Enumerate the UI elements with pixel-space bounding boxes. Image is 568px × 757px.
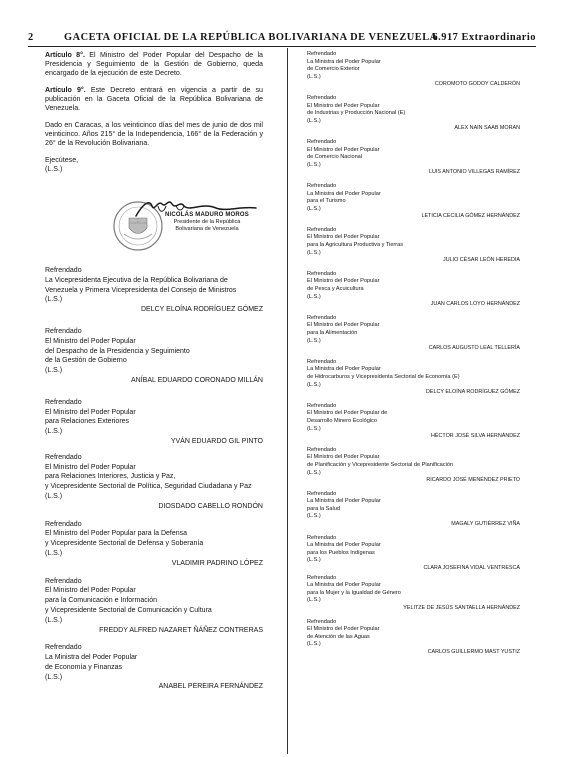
ministry-line: El Ministro del Poder Popular — [45, 408, 136, 416]
signer-name: COROMOTO GODOY CALDERÓN — [434, 81, 520, 88]
ministry-line: El Ministro del Poder Popular — [307, 102, 380, 109]
president-name: NICOLÁS MADURO MOROS — [165, 212, 249, 218]
issue-number: 6.917 Extraordinario — [432, 32, 536, 43]
refrendado-label: Refrendado — [307, 402, 337, 409]
ministry-line: y Vicepresidente Sectorial de Defensa y Soberanía — [45, 540, 204, 548]
ministry-line: El Ministro del Poder Popular — [307, 454, 380, 461]
refrendo-block — [307, 403, 520, 441]
signer-name: VLADIMIR PADRINO LÓPEZ — [171, 559, 263, 567]
signer-name: LUIS ANTONIO VILLEGAS RAMÍREZ — [429, 169, 520, 176]
refrendo-block — [307, 535, 520, 573]
ministry-line: para Relaciones Exteriores — [45, 418, 130, 426]
article-8 — [45, 51, 263, 78]
president-country: Bolivariana de Venezuela — [175, 226, 239, 232]
signer-name: LETICIA CECILIA GÓMEZ HERNÁNDEZ — [421, 213, 520, 220]
ministry-line: La Ministra del Poder Popular — [307, 582, 381, 589]
ministry-line: de Industrias y Producción Nacional (E) — [307, 110, 406, 117]
page-number: 2 — [28, 32, 34, 43]
ls-mark: (L.S.) — [307, 641, 321, 648]
ministry-line: El Ministro del Poder Popular — [307, 146, 380, 153]
ministry-line: La Ministra del Poder Popular — [307, 366, 381, 373]
signer-name: ALEX NAIN SAAB MORAN — [454, 125, 520, 132]
refrendo-block — [307, 227, 520, 265]
right-refrendos — [307, 51, 520, 657]
signer-name: CARLOS GUILLERMO MAST YUSTIZ — [427, 648, 520, 655]
dado-en-caracas: Dado en Caracas, a los veinticinco días del mes de junio de dos mil veinticinco. Años 215° de la Independencia, 166° de la Federación y 26° de la Revolución Bolivariana. — [45, 121, 263, 147]
ministry-line: para la Comunicación e Información — [45, 597, 158, 605]
ls-mark: (L.S.) — [307, 73, 321, 80]
ministry-line: El Ministro del Poder Popular — [307, 626, 380, 633]
ministry-line: La Ministra del Poder Popular — [307, 498, 381, 505]
ministry-line: para la Agricultura Productiva y Tierras — [307, 242, 404, 249]
ministry-line: para el Turismo — [307, 198, 346, 205]
ministry-line: de Comercio Exterior — [307, 66, 360, 73]
signer-name: JUAN CARLOS LOYO HERNÁNDEZ — [430, 301, 520, 308]
article-label: Artículo 9°. — [45, 86, 86, 94]
refrendo-block — [307, 183, 520, 221]
refrendo-block — [307, 491, 520, 529]
ls-mark: (L.S.) — [307, 337, 321, 344]
ls-mark: (L.S.) — [307, 381, 321, 388]
ls-mark: (L.S.) — [307, 425, 321, 432]
ministry-line: y Vicepresidente Sectorial de Política, Seguridad Ciudadana y Paz — [45, 483, 252, 491]
page-header — [28, 31, 536, 45]
ministry-line: Desarrollo Minero Ecológico — [307, 417, 377, 424]
ministry-line: El Ministro del Poder Popular — [307, 322, 380, 329]
ls-mark: (L.S.) — [307, 597, 321, 604]
ls-mark: (L.S.) — [45, 296, 63, 304]
refrendo-block — [45, 453, 263, 512]
refrendo-block — [307, 139, 520, 177]
refrendo-block — [45, 398, 263, 447]
refrendo-block — [307, 95, 520, 133]
refrendado-label: Refrendado — [307, 182, 337, 189]
signer-name: DELCY ELOÍNA RODRÍGUEZ GÓMEZ — [140, 306, 263, 314]
refrendado-label: Refrendado — [307, 534, 337, 541]
ls-mark: (L.S.) — [307, 249, 321, 256]
ministry-line: La Ministra del Poder Popular — [307, 542, 381, 549]
ls-mark: (L.S.) — [307, 469, 321, 476]
refrendado-label: Refrendado — [307, 94, 337, 101]
presidential-signature-block — [106, 192, 266, 260]
column-divider — [287, 48, 288, 754]
left-column — [45, 51, 263, 174]
refrendo-block — [45, 266, 263, 315]
refrendo-block — [45, 327, 263, 386]
ministry-line: de Hidrocarburos y Vicepresidenta Sectorial de Economía (E) — [307, 373, 460, 380]
ls-mark: (L.S.) — [307, 205, 321, 212]
refrendado-label: Refrendado — [307, 574, 337, 581]
refrendado-label: Refrendado — [307, 358, 337, 365]
signer-name: YELITZE DE JESÚS SANTAELLA HERNÁNDEZ — [403, 605, 520, 611]
ministry-line: El Ministro del Poder Popular — [45, 337, 136, 345]
signer-name: YVÁN EDUARDO GIL PINTO — [170, 437, 263, 445]
signer-name: DIOSDADO CABELLO RONDÓN — [158, 502, 263, 510]
ls-mark: (L.S.) — [45, 428, 63, 436]
ministry-line: de Pesca y Acuicultura — [307, 286, 364, 293]
ministry-line: La Ministra del Poder Popular — [307, 58, 381, 65]
ministry-line: de Comercio Nacional — [307, 154, 363, 161]
refrendado-label: Refrendado — [307, 138, 337, 145]
ministry-line: El Ministro del Poder Popular — [307, 234, 380, 241]
refrendado-label: Refrendado — [45, 577, 82, 585]
ministry-line: El Ministro del Poder Popular para la Defensa — [45, 530, 188, 538]
ministry-line: de Economía y Finanzas — [45, 663, 123, 671]
ministry-line: El Ministro del Poder Popular — [307, 278, 380, 285]
ls-mark: (L.S.) — [307, 557, 321, 564]
refrendo-block — [307, 315, 520, 353]
refrendado-label: Refrendado — [307, 490, 337, 497]
ministry-line: y Vicepresidente Sectorial de Comunicación y Cultura — [45, 606, 212, 614]
refrendado-label: Refrendado — [45, 520, 82, 528]
ls-mark: (L.S.) — [45, 492, 63, 500]
ministry-line: Venezuela y Primera Vicepresidenta del Consejo de Ministros — [45, 286, 237, 294]
signer-name: FREDDY ALFRED NAZARET ÑÁÑEZ CONTRERAS — [99, 626, 263, 634]
refrendado-label: Refrendado — [45, 644, 82, 652]
refrendado-label: Refrendado — [45, 453, 82, 461]
ls-mark: (L.S.) — [307, 293, 321, 300]
article-label: Artículo 8°. — [45, 51, 85, 59]
refrendado-label: Refrendado — [307, 270, 337, 277]
ministry-line: para los Pueblos Indígenas — [307, 549, 375, 556]
ministry-line: para la Alimentación — [307, 330, 358, 336]
ministry-line: del Despacho de la Presidencia y Seguimiento — [45, 347, 190, 355]
signer-name: JULIO CÉSAR LEÓN HEREDIA — [443, 257, 520, 264]
refrendado-label: Refrendado — [307, 618, 337, 625]
refrendo-block — [307, 271, 520, 309]
ministry-line: La Ministra del Poder Popular — [45, 654, 138, 662]
refrendo-block — [307, 359, 520, 397]
refrendo-block — [307, 619, 520, 657]
signer-name: ANÍBAL EDUARDO CORONADO MILLÁN — [131, 376, 263, 384]
ministry-line: La Ministra del Poder Popular — [307, 190, 381, 197]
signer-name: CARLOS AUGUSTO LEAL TELLERÍA — [428, 345, 520, 352]
signer-name: ANABEL PEREIRA FERNÁNDEZ — [158, 683, 263, 691]
ministry-line: para Relaciones Interiores, Justicia y Paz, — [45, 473, 176, 481]
ls-mark: (L.S.) — [307, 513, 321, 520]
ministry-line: para la Salud — [307, 505, 340, 512]
refrendo-block — [307, 51, 520, 89]
refrendado-label: Refrendado — [307, 226, 337, 233]
signer-name: DELCY ELOÍNA RODRÍGUEZ GÓMEZ — [426, 389, 520, 396]
ls-mark: (L.S.) — [45, 616, 63, 624]
ejecutese-text: Ejecútese, — [45, 156, 79, 164]
ministry-line: de Planificación y Vicepresidente Sectorial de Planificación — [307, 461, 454, 468]
ministry-line: La Vicepresidenta Ejecutiva de la República Bolivariana de — [45, 276, 228, 284]
refrendado-label: Refrendado — [307, 314, 337, 321]
refrendado-label: Refrendado — [307, 51, 337, 57]
article-text: Este Decreto entrará en vigencia a partir de su publicación en la Gaceta Oficial de la República Bolivariana de Venezuela. — [45, 86, 264, 112]
signer-name: RICARDO JOSÉ MENÉNDEZ PRIETO — [426, 477, 520, 484]
ls-mark: (L.S.) — [45, 549, 63, 557]
refrendo-block — [307, 575, 520, 613]
refrendo-block — [45, 577, 263, 636]
article-9 — [45, 86, 263, 113]
refrendado-label: Refrendado — [45, 327, 82, 335]
refrendo-block — [45, 520, 263, 569]
refrendo-block — [307, 447, 520, 485]
ls-mark: (L.S.) — [45, 673, 63, 681]
header-rule — [28, 46, 536, 47]
refrendado-label: Refrendado — [45, 267, 82, 274]
signer-name: MAGALY GUTIÉRREZ VIÑA — [451, 521, 520, 528]
signer-name: HÉCTOR JOSÉ SILVA HERNÁNDEZ — [431, 433, 520, 440]
signature-caption — [152, 212, 262, 233]
left-refrendos — [45, 266, 263, 692]
ministry-line: para la Mujer y la Igualdad de Género — [307, 589, 401, 596]
ministry-line: El Ministro del Poder Popular de — [307, 410, 388, 417]
ministry-line: de la Gestión de Gobierno — [45, 357, 127, 365]
ls-mark: (L.S.) — [307, 117, 321, 124]
ls-mark: (L.S.) — [307, 161, 321, 168]
ministry-line: de Atención de las Aguas — [307, 633, 370, 640]
gazette-title: GACETA OFICIAL DE LA REPÚBLICA BOLIVARIANA DE VENEZUELA — [64, 32, 438, 43]
signer-name: CLARA JOSEFINA VIDAL VENTRESCA — [423, 565, 520, 572]
ministry-line: El Ministro del Poder Popular — [45, 463, 136, 471]
ls-mark: (L.S.) — [45, 367, 63, 375]
refrendo-block — [45, 643, 263, 692]
refrendado-label: Refrendado — [307, 446, 337, 453]
president-role: Presidente de la República — [173, 219, 241, 225]
article-text: El Ministro del Poder Popular del Despacho de la Presidencia y Seguimiento de la Gestión de Gobierno, queda encargado de la ejecución de este Decreto. — [45, 51, 263, 77]
refrendado-label: Refrendado — [45, 398, 82, 406]
ls-mark: (L.S.) — [45, 165, 63, 173]
ministry-line: El Ministro del Poder Popular — [45, 587, 136, 595]
